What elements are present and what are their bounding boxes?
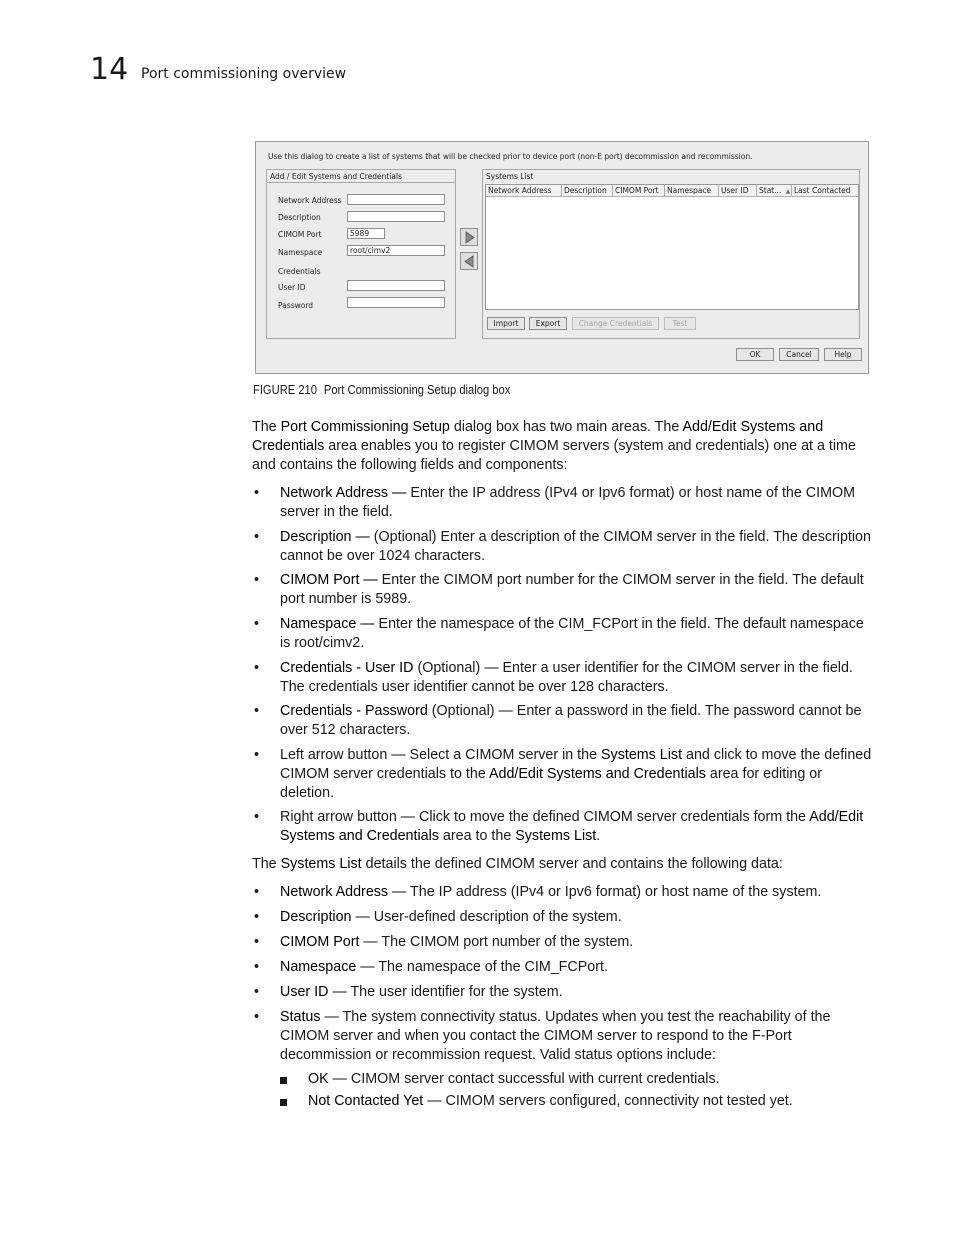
test-button[interactable]: Test [664, 317, 696, 330]
list-item-left-arrow [252, 746, 872, 802]
col-description[interactable]: Description [562, 185, 613, 196]
user-id-label: User ID [278, 283, 306, 292]
export-button[interactable]: Export [529, 317, 567, 330]
term: Namespace — [280, 616, 375, 632]
import-button[interactable]: Import [487, 317, 525, 330]
term: Description [280, 909, 352, 925]
bullet: • [254, 703, 260, 719]
namespace-label: Namespace [278, 248, 323, 257]
text-run: The [252, 856, 281, 872]
namespace-input[interactable]: root/cimv2 [347, 245, 445, 256]
right-arrow-button[interactable] [460, 228, 478, 246]
text-run: area to the [438, 827, 516, 844]
description: — The namespace of the CIM_FCPort. [356, 959, 608, 975]
credentials-label: Credentials [278, 267, 321, 276]
term: CIMOM Port [280, 934, 360, 950]
bullet: • [254, 959, 260, 975]
figure-caption [253, 381, 510, 399]
bullet: • [254, 984, 260, 1000]
col-cimom-port[interactable]: CIMOM Port [613, 185, 665, 196]
list-item [252, 983, 872, 1002]
col-last-contacted[interactable]: Last Contacted [794, 186, 851, 195]
list-item-right-arrow [252, 808, 872, 846]
bullet: • [254, 572, 260, 588]
list-item [252, 1008, 872, 1064]
text-run: details the defined CIMOM server and contains the following data: [361, 856, 783, 872]
term: Systems List [601, 747, 683, 763]
term: OK [308, 1071, 329, 1087]
list-item [252, 615, 872, 653]
cancel-button[interactable]: Cancel [779, 348, 819, 361]
text-run: The [252, 419, 281, 435]
intro-paragraph [252, 418, 872, 474]
group-divider [267, 182, 455, 183]
password-input[interactable] [347, 297, 445, 308]
term: Credentials - User ID [280, 660, 414, 676]
list-item [252, 702, 872, 740]
dialog-instruction: Use this dialog to create a list of systems that will be checked prior to device port (non-E port) decommission and recommission. [268, 152, 753, 161]
list-item [252, 908, 872, 927]
systems-list-title: Systems List [486, 172, 534, 181]
bullet: • [254, 660, 260, 676]
description: Enter the CIMOM port number for the CIMOM server in the field. The default port number is 5989. [280, 572, 864, 607]
term: Namespace [280, 959, 357, 975]
text-run: . [596, 827, 601, 844]
user-id-input[interactable] [347, 280, 445, 291]
chapter-number: 14 [90, 52, 129, 87]
list-item [252, 571, 872, 609]
col-namespace[interactable]: Namespace [665, 185, 719, 196]
text-run: area enables you to register CIMOM servers (system and credentials) one at a time and contains the following fields and components: [252, 437, 856, 473]
password-label: Password [278, 301, 314, 310]
cimom-port-input[interactable]: 5989 [347, 228, 385, 239]
term: Network Address — [280, 485, 407, 501]
sort-ascending-icon: ▲ [785, 188, 791, 195]
figure-number: FIGURE 210 [253, 382, 318, 397]
port-commissioning-setup-dialog [255, 141, 869, 374]
term: Network Address [280, 884, 389, 900]
term: Not Contacted Yet [308, 1093, 424, 1109]
col-status[interactable] [757, 185, 792, 196]
add-edit-title: Add / Edit Systems and Credentials [270, 172, 402, 181]
ok-button[interactable]: OK [736, 348, 774, 361]
text-run: and click to move the defined CIMOM server credentials to the [280, 747, 872, 782]
list-item [252, 659, 872, 697]
status-option [280, 1092, 870, 1111]
add-edit-group [266, 169, 456, 339]
systems-table[interactable] [485, 184, 859, 310]
arrow-left-icon [464, 255, 475, 268]
description: — CIMOM servers configured, connectivity not tested yet. [423, 1093, 793, 1109]
bullet: • [254, 809, 260, 825]
term: Systems List [280, 856, 362, 872]
change-credentials-button[interactable]: Change Credentials [572, 317, 659, 330]
text-run: area for editing or deletion. [280, 765, 822, 801]
description: (Optional) — Enter a user identifier for the CIMOM server in the field. The credentials user identifier cannot be over 128 characters. [280, 660, 853, 695]
description: Enter the namespace of the CIM_FCPort in the field. The default namespace is root/cimv2. [280, 616, 864, 651]
description: Enter the IP address (IPv4 or Ipv6 format) or host name of the CIMOM server in the field. [280, 485, 856, 520]
text-run: Left arrow button — Select a CIMOM server in the [280, 747, 602, 763]
status-option [280, 1070, 870, 1089]
list-item [252, 883, 872, 902]
bullet: • [254, 1009, 260, 1025]
description: — The system connectivity status. Updates when you test the reachability of the CIMOM server and when you contact the CIMOM server to respond to the F-Port decommission or recommission request. Valid status options include: [280, 1009, 831, 1063]
systems-table-header [486, 185, 858, 197]
term: Port Commissioning Setup [280, 419, 450, 435]
left-arrow-button[interactable] [460, 252, 478, 270]
description: — CIMOM server contact successful with current credentials. [328, 1071, 720, 1087]
network-address-label: Network Address [278, 196, 342, 205]
figure-caption-text: Port Commissioning Setup dialog box [323, 382, 511, 397]
list-item [252, 528, 872, 566]
description-input[interactable] [347, 211, 445, 222]
description: — The CIMOM port number of the system. [359, 934, 634, 950]
bullet: • [254, 485, 260, 501]
bullet: • [254, 884, 260, 900]
square-bullet [280, 1099, 287, 1106]
description: — The user identifier for the system. [328, 984, 563, 1000]
term: Add/Edit Systems and Credentials [252, 419, 824, 454]
arrow-right-icon [464, 231, 475, 244]
bullet: • [254, 934, 260, 950]
term: Systems List [515, 827, 597, 844]
bullet: • [254, 529, 260, 545]
term: Status [280, 1009, 321, 1025]
description: (Optional) — Enter a password in the field. The password cannot be over 512 characters. [280, 703, 862, 738]
bullet: • [254, 909, 260, 925]
term: Add/Edit Systems and Credentials [280, 809, 864, 844]
description: (Optional) Enter a description of the CIMOM server in the field. The description cannot be over 1024 characters. [280, 529, 871, 564]
systems-list-group [482, 169, 860, 339]
term: Description — [280, 529, 370, 545]
text-run: dialog box has two main areas. The [449, 419, 683, 435]
col-user-id[interactable]: User ID [719, 185, 757, 196]
term: Add/Edit Systems and Credentials [488, 765, 706, 782]
cimom-port-label: CIMOM Port [278, 230, 322, 239]
help-button[interactable]: Help [824, 348, 862, 361]
list-item [252, 484, 872, 522]
text-run: Right arrow button — Click to move the defined CIMOM server credentials form the [280, 809, 810, 825]
list-item [252, 933, 872, 952]
bullet: • [254, 747, 260, 763]
chapter-title: Port commissioning overview [141, 66, 347, 82]
col-network-address[interactable]: Network Address [486, 185, 562, 196]
term: Credentials - Password [280, 703, 428, 719]
description: — The IP address (IPv4 or Ipv6 format) or host name of the system. [388, 884, 822, 900]
description: — User-defined description of the system. [351, 909, 622, 925]
col-status-label: Stat... [759, 186, 782, 195]
systems-list-paragraph [252, 855, 872, 874]
term: User ID [280, 984, 329, 1000]
network-address-input[interactable] [347, 194, 445, 205]
square-bullet [280, 1077, 287, 1084]
term: CIMOM Port — [280, 572, 378, 588]
list-item [252, 958, 872, 977]
bullet: • [254, 616, 260, 632]
description-label: Description [278, 213, 321, 222]
